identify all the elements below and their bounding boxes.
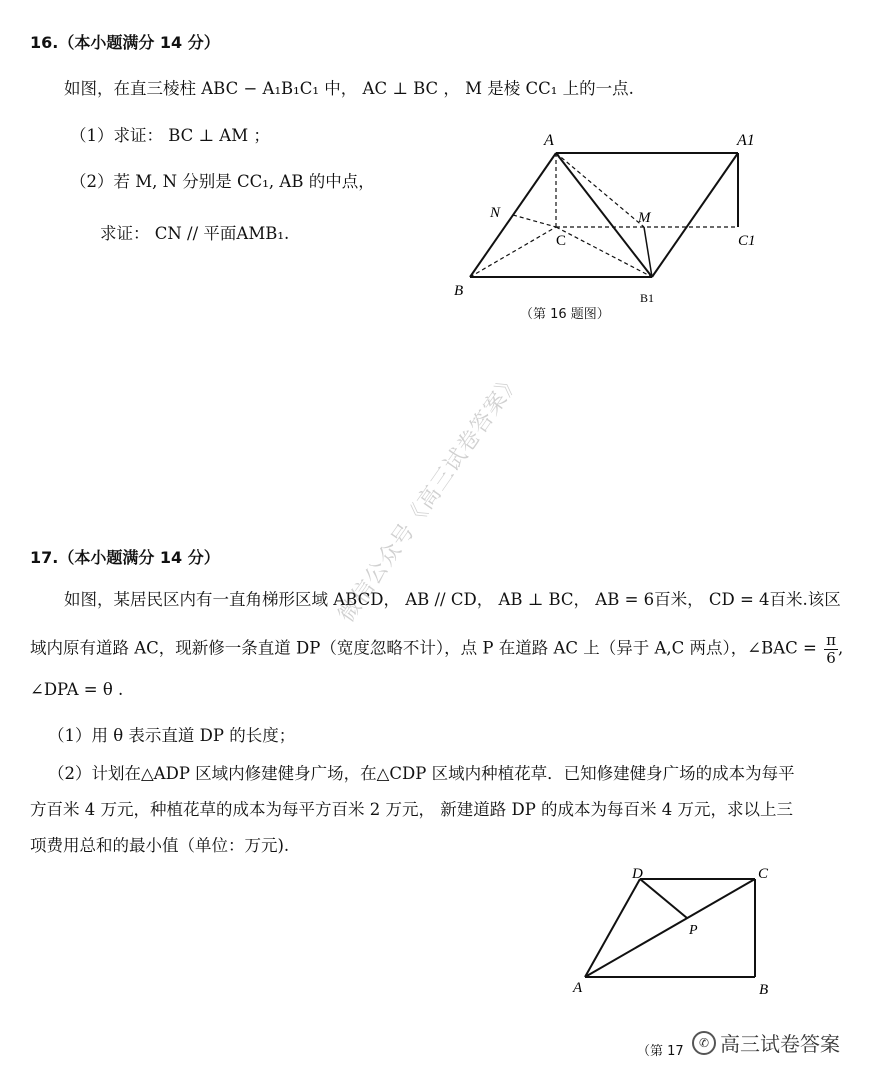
q17-line2-end: , (837, 638, 844, 658)
label-M: M (638, 210, 651, 226)
edge-B-C (470, 227, 556, 277)
label-P: P (689, 923, 698, 938)
edge-D-P (640, 879, 687, 918)
label-N: N (490, 205, 501, 221)
edge-A-C (585, 879, 755, 977)
edge-C-B1 (556, 227, 652, 277)
label-B: B (759, 982, 769, 998)
label-A: A (544, 132, 554, 149)
q17-line2-wrap (30, 632, 843, 666)
label-C: C (556, 233, 567, 249)
q16-stem: 如图，在直三棱柱 ABC − A₁B₁C₁ 中， AC ⊥ BC ， M 是棱 CC₁ 上的一点. (64, 79, 634, 98)
q17-line3: ∠DPA = θ . (30, 680, 124, 699)
label-C1: C1 (738, 233, 756, 249)
q17-part2a: （2）计划在△ADP 区域内修建健身广场，在△CDP 区域内种植花草．已知修建健身广场的成本为每平 (48, 764, 795, 783)
edge-A1-B1 (652, 153, 738, 277)
q17-line1: 如图，某居民区内有一直角梯形区域 ABCD， AB // CD， AB ⊥ BC， AB = 6百米， CD = 4百米.该区 (64, 590, 841, 609)
q17-part2b: 方百米 4 万元，种植花草的成本为每平方百米 2 万元， 新建道路 DP 的成本为每百米 4 万元，求以上三 (30, 800, 794, 819)
label-C: C (758, 866, 769, 882)
q16-part1: （1）求证： BC ⊥ AM ； (70, 126, 270, 145)
q17-part2c: 项费用总和的最小值（单位：万元). (30, 836, 290, 855)
q17-header: 17.（本小题满分 14 分） (30, 548, 220, 567)
edge-N-C (513, 215, 556, 227)
label-B1: B1 (640, 291, 655, 305)
frac-numerator: π (826, 631, 836, 649)
label-D: D (632, 866, 643, 882)
q17-caption: （第 17 (637, 1044, 684, 1059)
q16-figure (440, 125, 770, 325)
q17-part1: （1）用 θ 表示直道 DP 的长度； (48, 726, 296, 745)
frac-denominator: 6 (826, 648, 836, 667)
q17-fraction (824, 632, 838, 666)
q17-figure (565, 860, 795, 1005)
badge-text: 高三试卷答案 (720, 1032, 840, 1056)
label-B: B (454, 283, 464, 299)
q17-line2: 域内原有道路 AC，现新修一条直道 DP（宽度忽略不计），点 P 在道路 AC 上（异于 A,C 两点），∠BAC = (30, 638, 817, 658)
q16-caption: （第 16 题图） (520, 307, 610, 322)
edge-A-M (556, 153, 644, 227)
q16-part2: （2）若 M, N 分别是 CC₁, AB 的中点， (70, 172, 375, 191)
label-A: A (573, 980, 583, 996)
label-A1 (736, 132, 755, 149)
wechat-icon: ✆ (692, 1031, 716, 1055)
watermark-text: 微信公众号《高三试卷答案》 (334, 367, 527, 628)
label-A1-text: A1 (737, 132, 755, 149)
wechat-badge (692, 1028, 840, 1057)
q16-header: 16.（本小题满分 14 分） (30, 33, 220, 52)
q16-part2b: 求证： CN // 平面AMB₁. (100, 224, 290, 243)
